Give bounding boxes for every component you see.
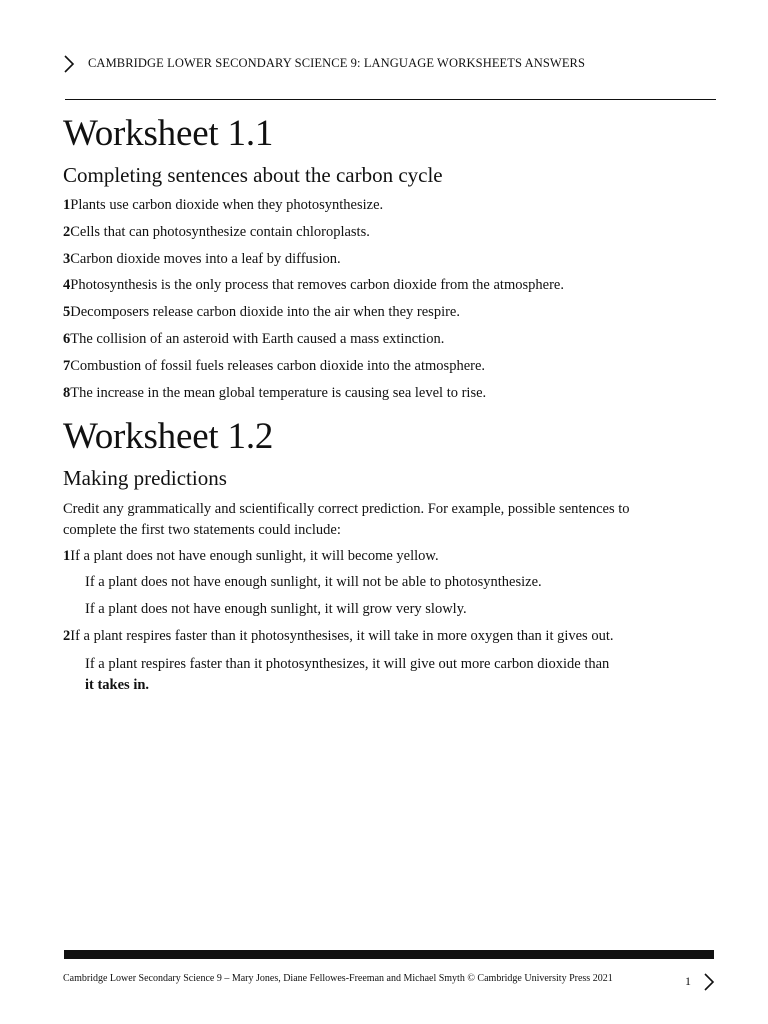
question-1: 1If a plant does not have enough sunlight, it will become yellow. [63,547,439,564]
footer-credit: Cambridge Lower Secondary Science 9 – Mary Jones, Diane Fellowes-Freeman and Michael Smyth © Cambridge University Press 2021 [63,973,613,984]
list-item: 6The collision of an asteroid with Earth caused a mass extinction. [63,330,445,347]
list-item: 3Carbon dioxide moves into a leaf by diffusion. [63,250,341,267]
list-item: 7Combustion of fossil fuels releases carbon dioxide into the atmosphere. [63,357,486,374]
question-1-alternative: If a plant does not have enough sunlight, it will not be able to photosynthesize. [85,574,542,591]
worksheet-1-1 [63,110,683,403]
list-item: 1Plants use carbon dioxide when they photosynthesize. [63,197,384,213]
list-item: 4Photosynthesis is the only process that removes carbon dioxide from the atmosphere. [63,277,564,294]
list-item: 8The increase in the mean global temperature is causing sea level to rise. [63,384,487,401]
worksheet-2-intro: Credit any grammatically and scientifically correct prediction. For example, possible sentences to complete the first two statements could include: [63,500,630,538]
list-item: 2Cells that can photosynthesize contain chloroplasts. [63,223,370,240]
worksheet-1-title: Worksheet 1.1 [63,113,274,154]
page-header [63,52,715,76]
footer-bar [64,950,714,959]
page-number: 1 [685,974,691,988]
question-1-alternative: If a plant does not have enough sunlight, it will grow very slowly. [85,601,467,618]
worksheet-2-title: Worksheet 1.2 [63,415,274,457]
worksheet-2-subtitle: Making predictions [63,465,227,490]
chevron-right-icon [63,54,75,74]
header-divider [65,99,716,100]
header-title: CAMBRIDGE LOWER SECONDARY SCIENCE 9: LANGUAGE WORKSHEETS ANSWERS [88,56,586,70]
chevron-right-icon[interactable] [703,972,715,992]
list-item: 5Decomposers release carbon dioxide into the air when they respire. [63,304,460,321]
worksheet-1-subtitle: Completing sentences about the carbon cycle [63,163,443,187]
worksheet-1-items [63,196,683,403]
question-2-alternative: If a plant respires faster than it photosynthesizes, it will give out more carbon dioxide than it takes in. [85,655,610,693]
question-2: 2If a plant respires faster than it photosynthesises, it will take in more oxygen than it gives out. [63,627,614,644]
page-content [63,110,683,704]
worksheet-1-2 [63,413,683,696]
